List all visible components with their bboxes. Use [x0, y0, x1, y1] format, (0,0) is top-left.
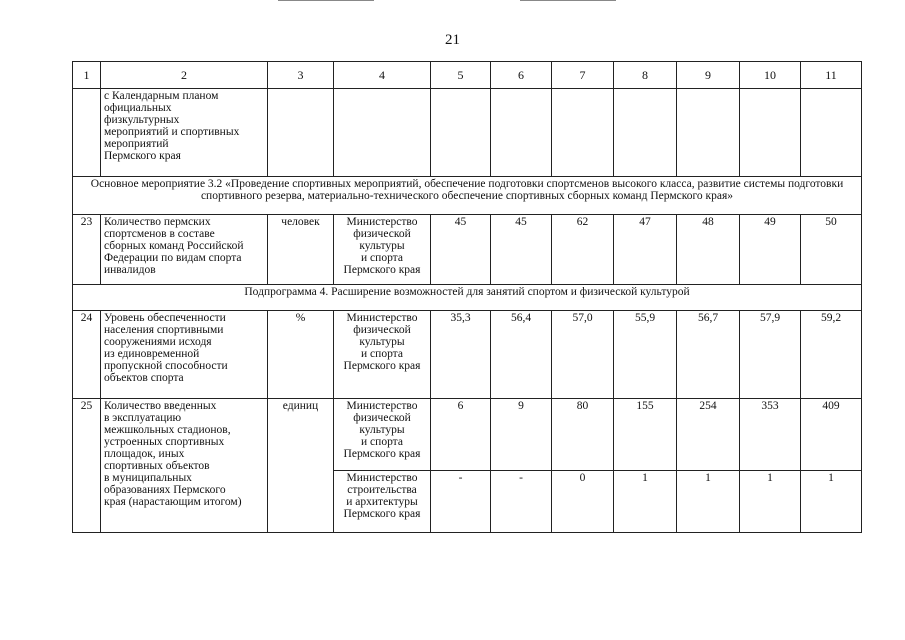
- value-cell: -: [431, 471, 491, 533]
- column-number: 10: [740, 62, 801, 89]
- subprogram-heading-4: Подпрограмма 4. Расширение возможностей для занятий спортом и физической культурой: [73, 285, 862, 311]
- table-row: [73, 215, 862, 285]
- value-cell: 80: [552, 399, 614, 471]
- section-heading-3-2: Основное мероприятие 3.2 «Проведение спортивных мероприятий, обеспечение подготовки спортсменов высокого класса, развитие системы подготовки спортивного резерва, материально-технического обеспечение спортивных сборных команд Пермского края»: [73, 177, 862, 215]
- value-cell: 254: [677, 399, 740, 471]
- value-cell: 9: [491, 399, 552, 471]
- unit-cell: человек: [268, 215, 334, 285]
- unit-cell: единиц: [268, 399, 334, 533]
- indicator-cell: Количество пермских спортсменов в составе сборных команд Российской Федерации по видам спорта инвалидов: [101, 215, 268, 285]
- value-cell: 1: [801, 471, 862, 533]
- empty-cell: [334, 89, 431, 177]
- value-cell: 1: [740, 471, 801, 533]
- unit-cell: %: [268, 311, 334, 399]
- value-cell: 62: [552, 215, 614, 285]
- value-cell: 35,3: [431, 311, 491, 399]
- empty-cell: [677, 89, 740, 177]
- empty-cell: [614, 89, 677, 177]
- empty-cell: [268, 89, 334, 177]
- empty-cell: [431, 89, 491, 177]
- value-cell: 57,0: [552, 311, 614, 399]
- page-number: 21: [445, 32, 460, 48]
- indicator-cell: с Календарным планом официальных физкультурных мероприятий и спортивных мероприятий Пермского края: [101, 89, 268, 177]
- value-cell: 56,4: [491, 311, 552, 399]
- executor-cell: Министерство строительства и архитектуры Пермского края: [334, 471, 431, 533]
- indicator-cell: Количество введенных в эксплуатацию межшкольных стадионов, устроенных спортивных площадок, иных спортивных объектов в муниципальных образованиях Пермского края (нарастающим итогом): [101, 399, 268, 533]
- column-number: 11: [801, 62, 862, 89]
- value-cell: 353: [740, 399, 801, 471]
- value-cell: 6: [431, 399, 491, 471]
- value-cell: 1: [614, 471, 677, 533]
- indicators-table: [72, 61, 862, 533]
- value-cell: 0: [552, 471, 614, 533]
- value-cell: 155: [614, 399, 677, 471]
- top-rule-right: [520, 0, 616, 1]
- executor-cell: Министерство физической культуры и спорта Пермского края: [334, 215, 431, 285]
- row-number: 25: [73, 399, 101, 533]
- column-number: 4: [334, 62, 431, 89]
- column-number: 8: [614, 62, 677, 89]
- value-cell: 49: [740, 215, 801, 285]
- value-cell: 48: [677, 215, 740, 285]
- value-cell: 45: [491, 215, 552, 285]
- executor-cell: Министерство физической культуры и спорта Пермского края: [334, 399, 431, 471]
- empty-cell: [491, 89, 552, 177]
- value-cell: 45: [431, 215, 491, 285]
- column-number: 1: [73, 62, 101, 89]
- value-cell: 47: [614, 215, 677, 285]
- continuation-row: [73, 89, 862, 177]
- value-cell: 55,9: [614, 311, 677, 399]
- empty-cell: [552, 89, 614, 177]
- column-number: 2: [101, 62, 268, 89]
- value-cell: 409: [801, 399, 862, 471]
- executor-cell: Министерство физической культуры и спорта Пермского края: [334, 311, 431, 399]
- column-number: 3: [268, 62, 334, 89]
- table-row: [73, 311, 862, 399]
- column-number: 6: [491, 62, 552, 89]
- row-number: 24: [73, 311, 101, 399]
- column-number: 7: [552, 62, 614, 89]
- value-cell: 50: [801, 215, 862, 285]
- top-rule-left: [278, 0, 374, 1]
- column-number: 5: [431, 62, 491, 89]
- indicator-cell: Уровень обеспеченности населения спортивными сооружениями исходя из единовременной пропускной способности объектов спорта: [101, 311, 268, 399]
- section-row: [73, 285, 862, 311]
- section-row: [73, 177, 862, 215]
- value-cell: 59,2: [801, 311, 862, 399]
- column-number-row: [73, 62, 862, 89]
- empty-cell: [73, 89, 101, 177]
- empty-cell: [740, 89, 801, 177]
- table-row: [73, 399, 862, 471]
- value-cell: 57,9: [740, 311, 801, 399]
- empty-cell: [801, 89, 862, 177]
- value-cell: 56,7: [677, 311, 740, 399]
- value-cell: 1: [677, 471, 740, 533]
- row-number: 23: [73, 215, 101, 285]
- column-number: 9: [677, 62, 740, 89]
- value-cell: -: [491, 471, 552, 533]
